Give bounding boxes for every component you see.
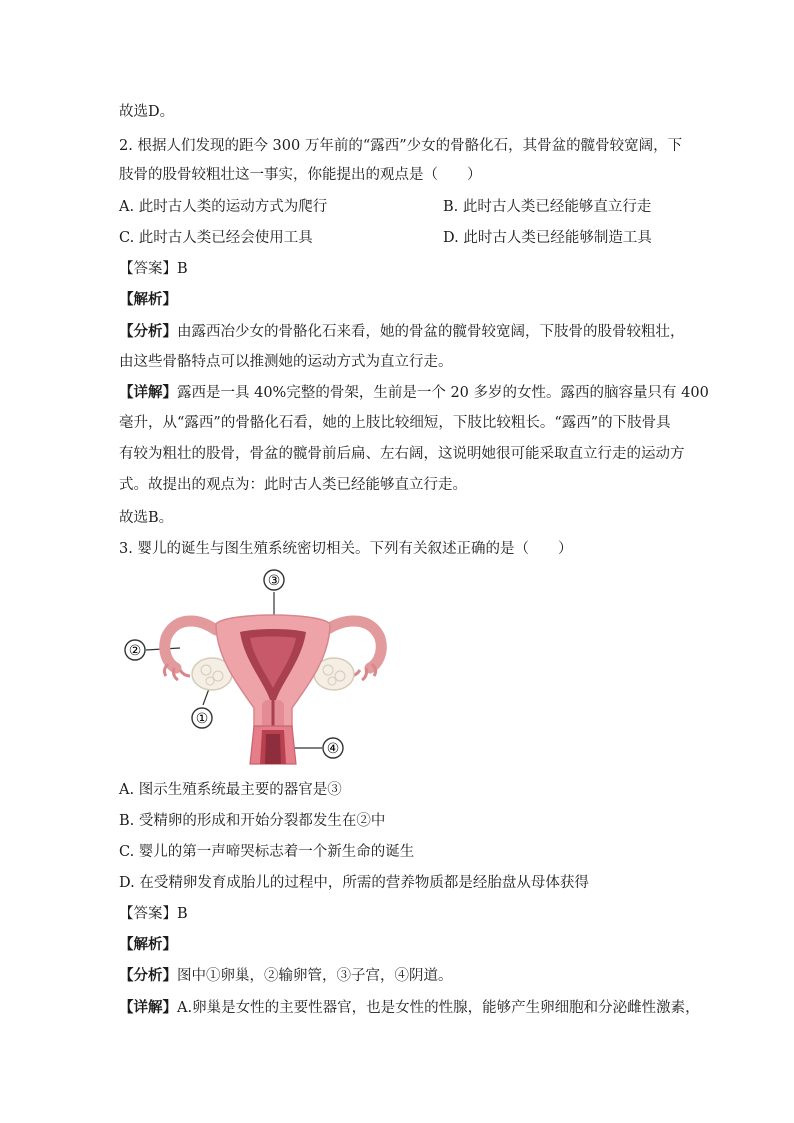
q2-option-c: C. 此时古人类已经会使用工具 (119, 230, 313, 246)
q2-option-a: A. 此时古人类的运动方式为爬行 (119, 199, 328, 215)
q2-fenxi-line2: 由这些骨骼特点可以推测她的运动方式为直立行走。 (119, 354, 453, 370)
q2-conclusion: 故选B。 (119, 510, 174, 526)
q3-option-c: C. 婴儿的第一声啼哭标志着一个新生命的诞生 (119, 844, 415, 860)
q3-xiangjie-tag: 【详解】 (119, 999, 177, 1016)
figure-label-4: ④ (326, 741, 340, 757)
q3-fenxi-text: 图中①卵巢，②输卵管，③子宫，④阴道。 (177, 968, 453, 984)
q3-option-d: D. 在受精卵发育成胎儿的过程中，所需的营养物质都是经胎盘从母体获得 (119, 875, 589, 891)
q3-answer: 【答案】B (119, 906, 188, 922)
q2-stem-line2: 肢骨的股骨较粗壮这一事实，你能提出的观点是（ ） (119, 167, 482, 183)
q2-option-d: D. 此时古人类已经能够制造工具 (443, 230, 652, 246)
figure-label-1: ① (195, 711, 209, 727)
q3-xiangjie-text: A.卵巢是女性的主要性器官，也是女性的性腺，能够产生卵细胞和分泌雌性激素， (177, 1000, 700, 1016)
q2-xiangjie-line4: 式。故提出的观点为：此时古人类已经能够直立行走。 (119, 477, 467, 493)
reproductive-system-figure (116, 568, 396, 768)
q2-fenxi-line1 (119, 322, 685, 342)
q2-fenxi-text: 由露西冶少女的骨骼化石来看，她的骨盆的髋骨较宽阔，下肢骨的股骨较粗壮， (177, 324, 685, 340)
q3-xiangjie (119, 998, 700, 1018)
q3-fenxi (119, 966, 453, 986)
q2-option-b: B. 此时古人类已经能够直立行走 (443, 199, 652, 215)
q2-xiangjie-line3: 有较为粗壮的股骨，骨盆的髋骨前后扁、左右阔，这说明她很可能采取直立行走的运动方 (119, 446, 685, 462)
q3-option-b: B. 受精卵的形成和开始分裂都发生在②中 (119, 813, 386, 829)
q2-answer: 【答案】B (119, 261, 188, 277)
q3-option-a: A. 图示生殖系统最主要的器官是③ (119, 782, 342, 798)
q3-stem: 3. 婴儿的诞生与图生殖系统密切相关。下列有关叙述正确的是（ ） (119, 541, 573, 557)
q2-fenxi-tag: 【分析】 (119, 323, 177, 340)
figure-label-3: ③ (267, 573, 281, 589)
q1-conclusion: 故选D。 (119, 104, 175, 120)
q3-analysis-heading: 【解析】 (119, 936, 177, 953)
q2-analysis-heading: 【解析】 (119, 291, 177, 308)
q2-xiangjie-tag: 【详解】 (119, 384, 177, 401)
figure-label-2: ② (128, 643, 142, 659)
q3-fenxi-tag: 【分析】 (119, 967, 177, 984)
q2-stem-line1: 2. 根据人们发现的距今 300 万年前的“露西”少女的骨骼化石，其骨盆的髋骨较宽阔，下 (119, 138, 683, 154)
q2-xiangjie-text: 露西是一具 40%完整的骨架，生前是一个 20 多岁的女性。露西的脑容量只有 400 (177, 385, 709, 401)
q2-xiangjie-line2: 毫升，从“露西”的骨骼化石看，她的上肢比较细短，下肢比较粗长。“露西”的下肢骨具 (119, 415, 671, 431)
q2-xiangjie-line1 (119, 383, 709, 403)
